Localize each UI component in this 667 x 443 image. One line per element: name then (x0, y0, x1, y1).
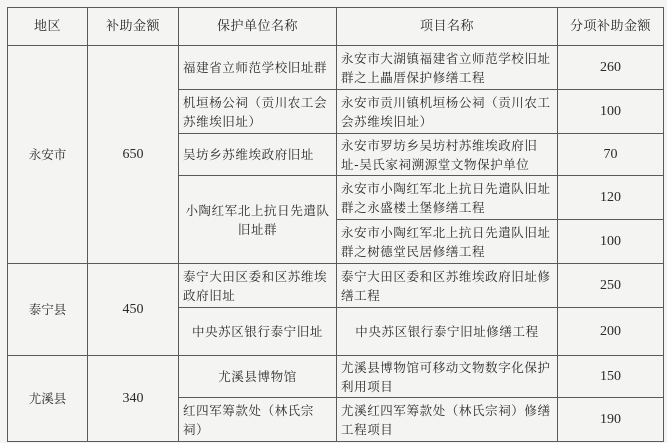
unit-cell: 中央苏区银行泰宁旧址 (179, 308, 337, 356)
table-row (8, 46, 664, 90)
amount-cell: 450 (88, 264, 179, 356)
project-cell: 尤溪县博物馆可移动文物数字化保护利用项目 (337, 356, 558, 398)
header-row (8, 8, 664, 46)
unit-cell: 泰宁大田区委和区苏维埃政府旧址 (179, 264, 337, 308)
project-cell: 永安市小陶红军北上抗日先遣队旧址群之树德堂民居修缮工程 (337, 220, 558, 264)
project-cell: 永安市罗坊乡吴坊村苏维埃政府旧址-吴氏家祠溯源堂文物保护单位 (337, 134, 558, 176)
sub-amount-cell: 100 (558, 220, 664, 264)
table-row (8, 264, 664, 308)
sub-amount-cell: 250 (558, 264, 664, 308)
amount-cell: 340 (88, 356, 179, 442)
project-cell: 永安市贡川镇机垣杨公祠（贡川农工会苏维埃旧址） (337, 90, 558, 134)
project-cell: 永安市小陶红军北上抗日先遣队旧址群之永盛楼土堡修缮工程 (337, 176, 558, 220)
project-cell: 永安市大湖镇福建省立师范学校旧址群之上畾厝保护修缮工程 (337, 46, 558, 90)
region-cell: 泰宁县 (8, 264, 88, 356)
sub-amount-cell: 190 (558, 398, 664, 442)
unit-cell: 吴坊乡苏维埃政府旧址 (179, 134, 337, 176)
amount-cell: 650 (88, 46, 179, 264)
project-cell: 泰宁大田区委和区苏维埃政府旧址修缮工程 (337, 264, 558, 308)
sub-amount-cell: 260 (558, 46, 664, 90)
sub-amount-cell: 200 (558, 308, 664, 356)
header-project: 项目名称 (337, 8, 558, 46)
sub-amount-cell: 150 (558, 356, 664, 398)
header-unit: 保护单位名称 (179, 8, 337, 46)
project-cell: 尤溪红四军筹款处（林氏宗祠）修缮工程项目 (337, 398, 558, 442)
sub-amount-cell: 120 (558, 176, 664, 220)
project-cell: 中央苏区银行泰宁旧址修缮工程 (337, 308, 558, 356)
unit-cell: 尤溪县博物馆 (179, 356, 337, 398)
unit-cell: 机垣杨公祠（贡川农工会苏维埃旧址） (179, 90, 337, 134)
header-region: 地区 (8, 8, 88, 46)
unit-cell: 红四军筹款处（林氏宗祠） (179, 398, 337, 442)
header-amount: 补助金额 (88, 8, 179, 46)
region-cell: 尤溪县 (8, 356, 88, 442)
unit-cell: 小陶红军北上抗日先遣队旧址群 (179, 176, 337, 264)
sub-amount-cell: 100 (558, 90, 664, 134)
header-sub-amount: 分项补助金额 (558, 8, 664, 46)
sub-amount-cell: 70 (558, 134, 664, 176)
region-cell: 永安市 (8, 46, 88, 264)
subsidy-table (7, 7, 664, 442)
table-row (8, 356, 664, 398)
unit-cell: 福建省立师范学校旧址群 (179, 46, 337, 90)
